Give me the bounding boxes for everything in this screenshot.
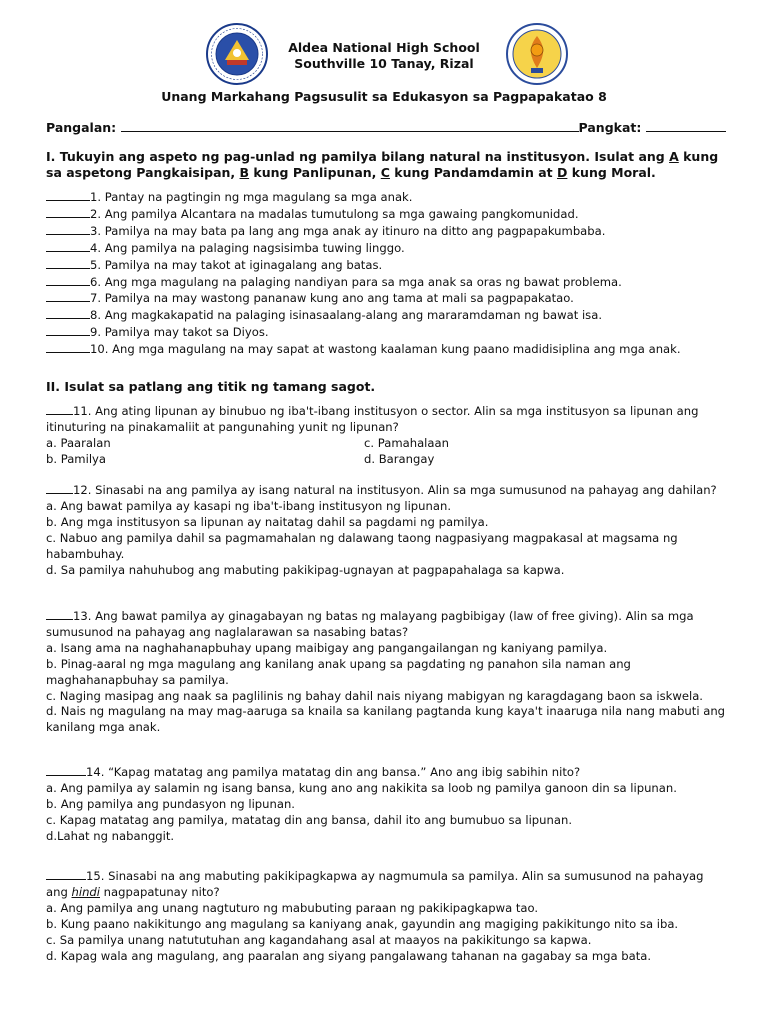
question-11 — [46, 403, 726, 468]
choice-b: b. Pamilya — [46, 451, 107, 466]
choice-b: b. Pinag-aaral ng mga magulang ang kanilang anak upang sa pagdating ng panahon sila naman ang maghahanapbuhay sa pamilya. — [46, 656, 631, 687]
section-label: Pangkat: — [578, 120, 642, 135]
answer-blank[interactable] — [46, 868, 86, 880]
exam-title: Unang Markahang Pagsusulit sa Edukasyon sa Pagpapakatao 8 — [161, 89, 607, 104]
part1-items — [46, 189, 726, 358]
school-block — [0, 40, 768, 72]
choice-c: c. Nabuo ang pamilya dahil sa pagmamahalan ng dalawang taong nagpasiyang magpakasal at magsama ng habambuhay. — [46, 530, 678, 561]
list-item: 1. Pantay na pagtingin ng mga magulang sa mga anak. — [46, 189, 726, 206]
answer-blank[interactable] — [46, 341, 90, 353]
answer-blank[interactable] — [46, 482, 73, 494]
name-label: Pangalan: — [46, 120, 117, 135]
choice-c: c. Sa pamilya unang natututuhan ang kagandahang asal at maayos na pakikitungo sa kapwa. — [46, 932, 592, 947]
choice-a: a. Isang ama na naghahanapbuhay upang maibigay ang pangangailangan ng kaniyang pamilya. — [46, 640, 608, 655]
answer-blank[interactable] — [46, 324, 90, 336]
choice-b: b. Ang mga institusyon sa lipunan ay naitatag dahil sa pagdami ng pamilya. — [46, 514, 489, 529]
list-item: 4. Ang pamilya na palaging nagsisimba tuwing linggo. — [46, 240, 726, 257]
choice-d: d. Kapag wala ang magulang, ang paaralan ang siyang pangalawang tahanan na gagabay sa mga bata. — [46, 948, 652, 963]
answer-blank[interactable] — [46, 257, 90, 269]
answer-blank[interactable] — [46, 240, 90, 252]
question-stem: 14. “Kapag matatag ang pamilya matatag din ang bansa.” Ano ang ibig sabihin nito? — [46, 764, 726, 781]
choice-c: c. Pamahalaan — [364, 435, 449, 450]
answer-blank[interactable] — [46, 764, 86, 776]
choice-c: c. Naging masipag ang naak sa paglilinis ng bahay dahil nais niyang mabigyan ng karagdagang baon sa iskwela. — [46, 688, 703, 703]
choice-b: b. Ang pamilya ang pundasyon ng lipunan. — [46, 796, 295, 811]
answer-blank[interactable] — [46, 206, 90, 218]
choice-d: d.Lahat ng nabanggit. — [46, 828, 175, 843]
answer-blank[interactable] — [46, 189, 90, 201]
choice-c: c. Kapag matatag ang pamilya, matatag din ang bansa, dahil ito ang bumubuo sa lipunan. — [46, 812, 572, 827]
choice-d: d. Sa pamilya nahuhubog ang mabuting pakikipag-ugnayan at pagpapahalaga sa kapwa. — [46, 562, 565, 577]
header — [0, 22, 768, 88]
list-item: 6. Ang mga magulang na palaging nandiyan para sa mga anak sa oras ng bawat problema. — [46, 274, 726, 291]
answer-blank[interactable] — [46, 274, 90, 286]
answer-blank[interactable] — [46, 403, 73, 415]
question-13 — [46, 608, 726, 736]
list-item: 7. Pamilya na may wastong pananaw kung ano ang tama at mali sa pagpapakatao. — [46, 290, 726, 307]
choice-a: a. Paaralan — [46, 435, 111, 450]
part1-heading: I. Tukuyin ang aspeto ng pag-unlad ng pamilya bilang natural na institusyon. Isulat ang A kung sa aspetong Pangkaisipan, B kung Panlipunan, C kung Pandamdamin at D kung Moral. — [46, 149, 719, 180]
choice-d: d. Barangay — [364, 451, 435, 466]
section-field[interactable] — [646, 119, 726, 132]
question-stem: 15. Sinasabi na ang mabuting pakikipagkapwa ay nagmumula sa pamilya. Alin sa sumusunod na pahayag ang hindi nagpapatunay nito? — [46, 869, 704, 899]
list-item: 10. Ang mga magulang na may sapat at wastong kaalaman kung paano madidisiplina ang mga anak. — [46, 341, 726, 358]
list-item: 5. Pamilya na may takot at iginagalang ang batas. — [46, 257, 726, 274]
answer-blank[interactable] — [46, 223, 90, 235]
question-stem: 11. Ang ating lipunan ay binubuo ng iba't-ibang institusyon o sector. Alin sa mga institusyon sa lipunan ang itinuturing na pinakamaliit at pangunahing yunit ng lipunan? — [46, 404, 699, 434]
part2-heading: II. Isulat sa patlang ang titik ng tamang sagot. — [46, 379, 376, 394]
list-item: 3. Pamilya na may bata pa lang ang mga anak ay itinuro na ditto ang pagpapakumbaba. — [46, 223, 726, 240]
school-name: Aldea National High School — [288, 40, 480, 55]
list-item: 2. Ang pamilya Alcantara na madalas tumutulong sa mga gawaing pangkomunidad. — [46, 206, 726, 223]
choice-a: a. Ang pamilya ang unang nagtuturo ng mabubuting paraan ng pakikipagkapwa tao. — [46, 900, 539, 915]
name-field[interactable] — [121, 119, 579, 132]
question-15 — [46, 868, 726, 964]
list-item: 8. Ang magkakapatid na palaging isinasaalang-alang ang mararamdaman ng bawat isa. — [46, 307, 726, 324]
question-stem: 12. Sinasabi na ang pamilya ay isang natural na institusyon. Alin sa mga sumusunod na pahayag ang dahilan? — [46, 482, 726, 499]
school-seal-icon — [505, 22, 569, 86]
name-row — [46, 119, 726, 135]
school-address: Southville 10 Tanay, Rizal — [294, 56, 474, 71]
answer-blank[interactable] — [46, 290, 90, 302]
list-item: 9. Pamilya may takot sa Diyos. — [46, 324, 726, 341]
emphasis-word: hindi — [71, 884, 100, 899]
choice-a: a. Ang bawat pamilya ay kasapi ng iba't-ibang institusyon ng lipunan. — [46, 498, 452, 513]
choice-d: d. Nais ng magulang na may mag-aaruga sa knaila sa kanilang pagtanda kung kaya't inaaruga nila nang mabuti ang kanilang mga anak. — [46, 704, 726, 735]
answer-blank[interactable] — [46, 608, 73, 620]
question-stem: 13. Ang bawat pamilya ay ginagabayan ng batas ng malayang pagbibigay (law of free giving). Alin sa mga sumusunod na pahayag ang naglalarawan sa nasabing batas? — [46, 609, 694, 639]
answer-blank[interactable] — [46, 307, 90, 319]
choice-b: b. Kung paano nakikitungo ang magulang sa kaniyang anak, gayundin ang magiging pakikitungo nito sa iba. — [46, 916, 679, 931]
question-14 — [46, 764, 726, 845]
choice-a: a. Ang pamilya ay salamin ng isang bansa, kung ano ang nakikita sa loob ng pamilya ganoon din sa lipunan. — [46, 780, 677, 795]
question-12 — [46, 482, 726, 578]
